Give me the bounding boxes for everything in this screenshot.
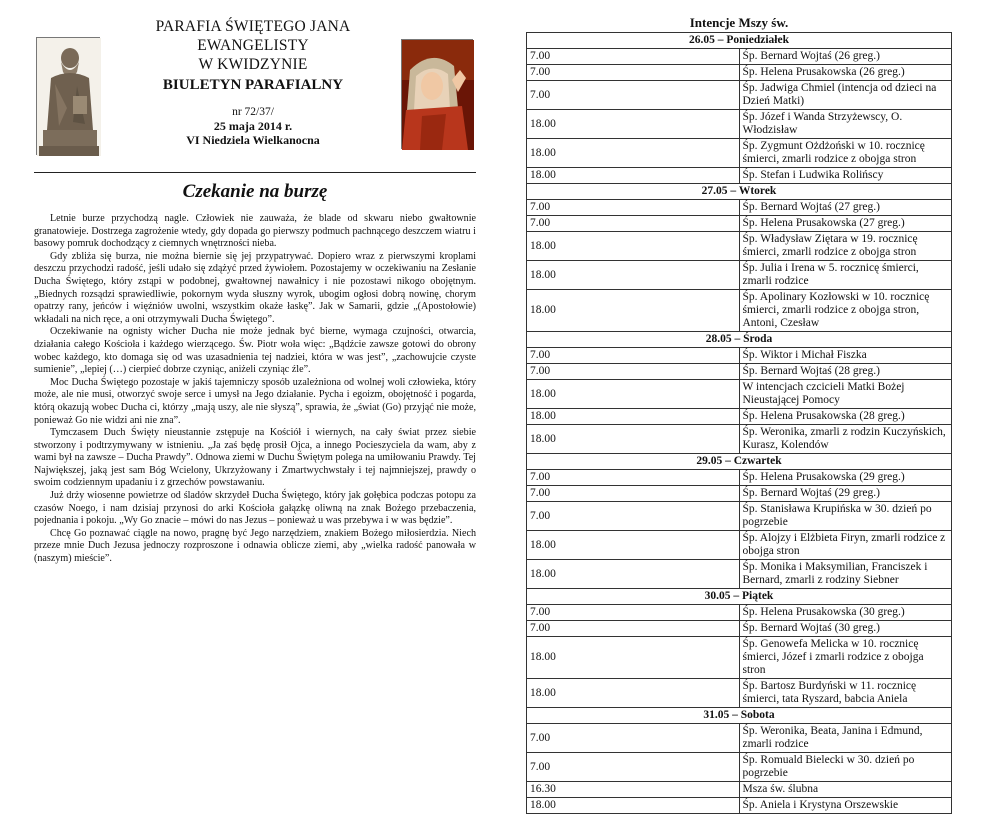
mass-time: 7.00 (527, 200, 740, 216)
mass-intention: Śp. Julia i Irena w 5. rocznicę śmierci, zmarli rodzice (739, 261, 952, 290)
table-row (527, 139, 952, 168)
header-divider (34, 172, 476, 173)
mass-intention: Śp. Helena Prusakowska (26 greg.) (739, 65, 952, 81)
mass-time: 7.00 (527, 502, 740, 531)
table-row (527, 782, 952, 798)
madonna-praying-picture (401, 39, 473, 149)
article-paragraph: Już drży wiosenne powietrze od śladów skrzydeł Ducha Świętego, który jak gołębica podczas potopu za czasów Noego, i nam dzisiaj przynosi do arki Kościoła gałązkę oliwną na znak Bożego przebaczenia, pojednania i pokoju. „Wy Go znacie – mówi do nas Jezus – ponieważ u was przebywa i w was będzie”. (34, 490, 476, 527)
day-header-row (527, 589, 952, 605)
table-row (527, 290, 952, 332)
mass-time: 18.00 (527, 380, 740, 409)
bulletin-name: BIULETYN PARAFIALNY (162, 77, 344, 93)
mass-time: 7.00 (527, 216, 740, 232)
article-paragraph: Moc Ducha Świętego pozostaje w jakiś tajemniczy sposób uzależniona od wolnej woli człowieka, który może, ale nie musi, otworzyć swoje serce i umysł na Jego działanie. Pycha i egoizm, obojętność i pogarda, którą okazują wobec Ducha ci, którzy „mają uszy, ale nie słyszą”, sprawia, że „świat (Go) przyjąć nie może, ponieważ Go nie widzi ani nie zna”. (34, 376, 476, 426)
mass-intentions-body (527, 33, 952, 814)
mass-intention: Śp. Stanisława Krupińska w 30. dzień po pogrzebie (739, 502, 952, 531)
mass-time: 18.00 (527, 110, 740, 139)
mass-intention: Śp. Romuald Bielecki w 30. dzień po pogrzebie (739, 753, 952, 782)
table-row (527, 200, 952, 216)
mass-time: 18.00 (527, 637, 740, 679)
article-body (34, 213, 476, 566)
mass-intention: Śp. Władysław Ziętara w 19. rocznicę śmierci, zmarli rodzice z obojga stron (739, 232, 952, 261)
mass-time: 7.00 (527, 348, 740, 364)
table-row (527, 81, 952, 110)
mass-time: 7.00 (527, 486, 740, 502)
mass-time: 7.00 (527, 364, 740, 380)
mass-time: 18.00 (527, 139, 740, 168)
table-row (527, 232, 952, 261)
bulletin-title-block (108, 17, 398, 147)
table-row (527, 502, 952, 531)
left-page (0, 0, 496, 702)
mass-time: 18.00 (527, 290, 740, 332)
table-row (527, 724, 952, 753)
table-row (527, 679, 952, 708)
mass-time: 18.00 (527, 798, 740, 814)
table-row (527, 637, 952, 679)
day-header-row (527, 708, 952, 724)
mass-time: 16.30 (527, 782, 740, 798)
issue-number: nr 72/37/ (232, 106, 274, 118)
right-page (526, 14, 952, 814)
table-row (527, 560, 952, 589)
mass-time: 7.00 (527, 49, 740, 65)
mass-intention: Śp. Alojzy i Elżbieta Firyn, zmarli rodzice z obojga stron (739, 531, 952, 560)
mass-time: 18.00 (527, 560, 740, 589)
article-paragraph: Chcę Go poznawać ciągle na nowo, pragnę być Jego narzędziem, znakiem Bożego miłosierdzia. Niech przeze mnie Duch Jezusa jednoczy rozproszone i odnawia oblicze ziemi, aby „wielka radość panowała w (naszym) mieście”. (34, 527, 476, 565)
article-paragraph: Letnie burze przychodzą nagle. Człowiek nie zauważa, że blade od skwaru niebo gwałtownie granatowieje. Dostrzega zagrożenie wtedy, gdy dopada go pierwszy podmuch pachnącego deszczem wiatru i basowy pomruk dochodzący z ciemnych wnętrzności nieba. (34, 213, 476, 250)
mass-time: 7.00 (527, 81, 740, 110)
table-row (527, 486, 952, 502)
mass-time: 7.00 (527, 724, 740, 753)
table-row (527, 364, 952, 380)
table-row (527, 168, 952, 184)
day-header: 27.05 – Wtorek (527, 184, 952, 200)
mass-intention: Śp. Helena Prusakowska (30 greg.) (739, 605, 952, 621)
mass-time: 7.00 (527, 470, 740, 486)
table-row (527, 216, 952, 232)
table-row (527, 65, 952, 81)
saint-statue-picture (36, 37, 100, 155)
article-paragraph: Gdy zbliża się burza, nie można biernie się jej przypatrywać. Dopiero wraz z pierwszymi kroplami deszczu przychodzi radość, jeśli udało się zdążyć przed żywiołem. Pozostajemy w oczekiwaniu na Zesłanie Ducha Świętego, który zstąpi w podobnej, gwałtownej nawałnicy i nie pozostawi nikogo obojętnym. „Biednych rozsądzi sprawiedliwie, pokornym wyda słuszny wyrok, ubogim ogłosi dobrą nowinę, chorym opatrzy rany, jeńców i więźniów uwolni, wszystkim okaże łaskę”. Jak w Samarii, gdzie „(Apostołowie) wkładali na nich ręce, a oni otrzymywali Ducha Świętego”. (34, 250, 476, 325)
mass-time: 18.00 (527, 679, 740, 708)
mass-time: 18.00 (527, 425, 740, 454)
mass-time: 7.00 (527, 65, 740, 81)
table-row (527, 605, 952, 621)
mass-time: 18.00 (527, 261, 740, 290)
mass-time: 18.00 (527, 531, 740, 560)
mass-intention: Śp. Helena Prusakowska (27 greg.) (739, 216, 952, 232)
mass-intention: Śp. Helena Prusakowska (28 greg.) (739, 409, 952, 425)
article-paragraph: Oczekiwanie na ognisty wicher Ducha nie może jednak być bierne, wymaga czujności, otwarcia, działania całego Kościoła i każdego wierzącego. Św. Piotr woła więc: „Bądźcie zawsze gotowi do obrony wobec każdego, kto domaga się od was uzasadnienia tej nadziei, która w was jest”, „zachowujcie czyste sumienie”, „lepiej (…) cierpieć dobrze czyniąc, aniżeli czyniąc źle”. (34, 326, 476, 376)
parish-name: PARAFIA ŚWIĘTEGO JANA EWANGELISTY (155, 18, 351, 54)
issue-date: 25 maja 2014 r. (213, 119, 293, 133)
table-row (527, 110, 952, 139)
mass-intention: Śp. Wiktor i Michał Fiszka (739, 348, 952, 364)
day-header: 26.05 – Poniedziałek (527, 33, 952, 49)
mass-intentions-title: Intencje Mszy św. (689, 15, 789, 30)
mass-intention: Śp. Zygmunt Ożdżoński w 10. rocznicę śmierci, zmarli rodzice z obojga stron (739, 139, 952, 168)
mass-intention: Śp. Stefan i Ludwika Rolińscy (739, 168, 952, 184)
day-header: 28.05 – Środa (527, 332, 952, 348)
mass-intention: Śp. Weronika, zmarli z rodzin Kuczyńskich, Kurasz, Kolendów (739, 425, 952, 454)
table-row (527, 470, 952, 486)
mass-time: 18.00 (527, 168, 740, 184)
table-row (527, 531, 952, 560)
day-header: 29.05 – Czwartek (527, 454, 952, 470)
table-row (527, 621, 952, 637)
table-row (527, 49, 952, 65)
mass-intention: Śp. Jadwiga Chmiel (intencja od dzieci na Dzień Matki) (739, 81, 952, 110)
mass-time: 7.00 (527, 621, 740, 637)
table-row (527, 425, 952, 454)
mass-time: 7.00 (527, 605, 740, 621)
mass-intention: Śp. Monika i Maksymilian, Franciszek i Bernard, zmarli z rodziny Siebner (739, 560, 952, 589)
mass-intention: Śp. Aniela i Krystyna Orszewskie (739, 798, 952, 814)
mass-intention: Śp. Józef i Wanda Strzyżewscy, O. Włodzisław (739, 110, 952, 139)
mass-time: 7.00 (527, 753, 740, 782)
table-row (527, 380, 952, 409)
table-row (527, 261, 952, 290)
table-row (527, 409, 952, 425)
mass-intentions-table (526, 32, 952, 814)
day-header: 31.05 – Sobota (527, 708, 952, 724)
article-title: Czekanie na burzę (182, 181, 328, 202)
mass-intention: Śp. Bernard Wojtaś (27 greg.) (739, 200, 952, 216)
parish-city: W KWIDZYNIE (198, 56, 308, 73)
article-paragraph: Tymczasem Duch Święty nieustannie zstępuje na Kościół i wiernych, na cały świat przez siebie stworzony i podtrzymywany w istnieniu. „Ja zaś będę prosił Ojca, a innego Pocieszyciela da wam, aby z wami był na zawsze – Ducha Prawdy”. Odnowa ziemi w Duchu Świętym polega na umiłowaniu Prawdy. Tej Największej, jaką jest sam Bóg Wcielony, Ukrzyżowany i Zmartwychwstały i tej najmniejszej, prawdy o swoim codziennym upadaniu i z grzechów powstawaniu. (34, 427, 476, 489)
table-row (527, 348, 952, 364)
table-row (527, 798, 952, 814)
mass-intention: Śp. Helena Prusakowska (29 greg.) (739, 470, 952, 486)
mass-time: 18.00 (527, 232, 740, 261)
mass-intention: Śp. Bernard Wojtaś (30 greg.) (739, 621, 952, 637)
liturgical-sunday: VI Niedziela Wielkanocna (186, 133, 320, 147)
mass-intention: W intencjach czcicieli Matki Bożej Nieustającej Pomocy (739, 380, 952, 409)
mass-intention: Śp. Bernard Wojtaś (28 greg.) (739, 364, 952, 380)
bulletin-header (34, 17, 476, 167)
day-header-row (527, 33, 952, 49)
table-row (527, 753, 952, 782)
mass-intention: Śp. Genowefa Melicka w 10. rocznicę śmierci, Józef i zmarli rodzice z obojga stron (739, 637, 952, 679)
mass-intention: Śp. Apolinary Kozłowski w 10. rocznicę śmierci, zmarli rodzice z obojga stron, Antoni, Czesław (739, 290, 952, 332)
mass-intention: Śp. Bernard Wojtaś (26 greg.) (739, 49, 952, 65)
day-header-row (527, 184, 952, 200)
mass-intention: Śp. Weronika, Beata, Janina i Edmund, zmarli rodzice (739, 724, 952, 753)
day-header-row (527, 454, 952, 470)
mass-intention: Śp. Bartosz Burdyński w 11. rocznicę śmierci, tata Ryszard, babcia Aniela (739, 679, 952, 708)
day-header: 30.05 – Piątek (527, 589, 952, 605)
mass-intention: Śp. Bernard Wojtaś (29 greg.) (739, 486, 952, 502)
mass-intention: Msza św. ślubna (739, 782, 952, 798)
day-header-row (527, 332, 952, 348)
mass-time: 18.00 (527, 409, 740, 425)
